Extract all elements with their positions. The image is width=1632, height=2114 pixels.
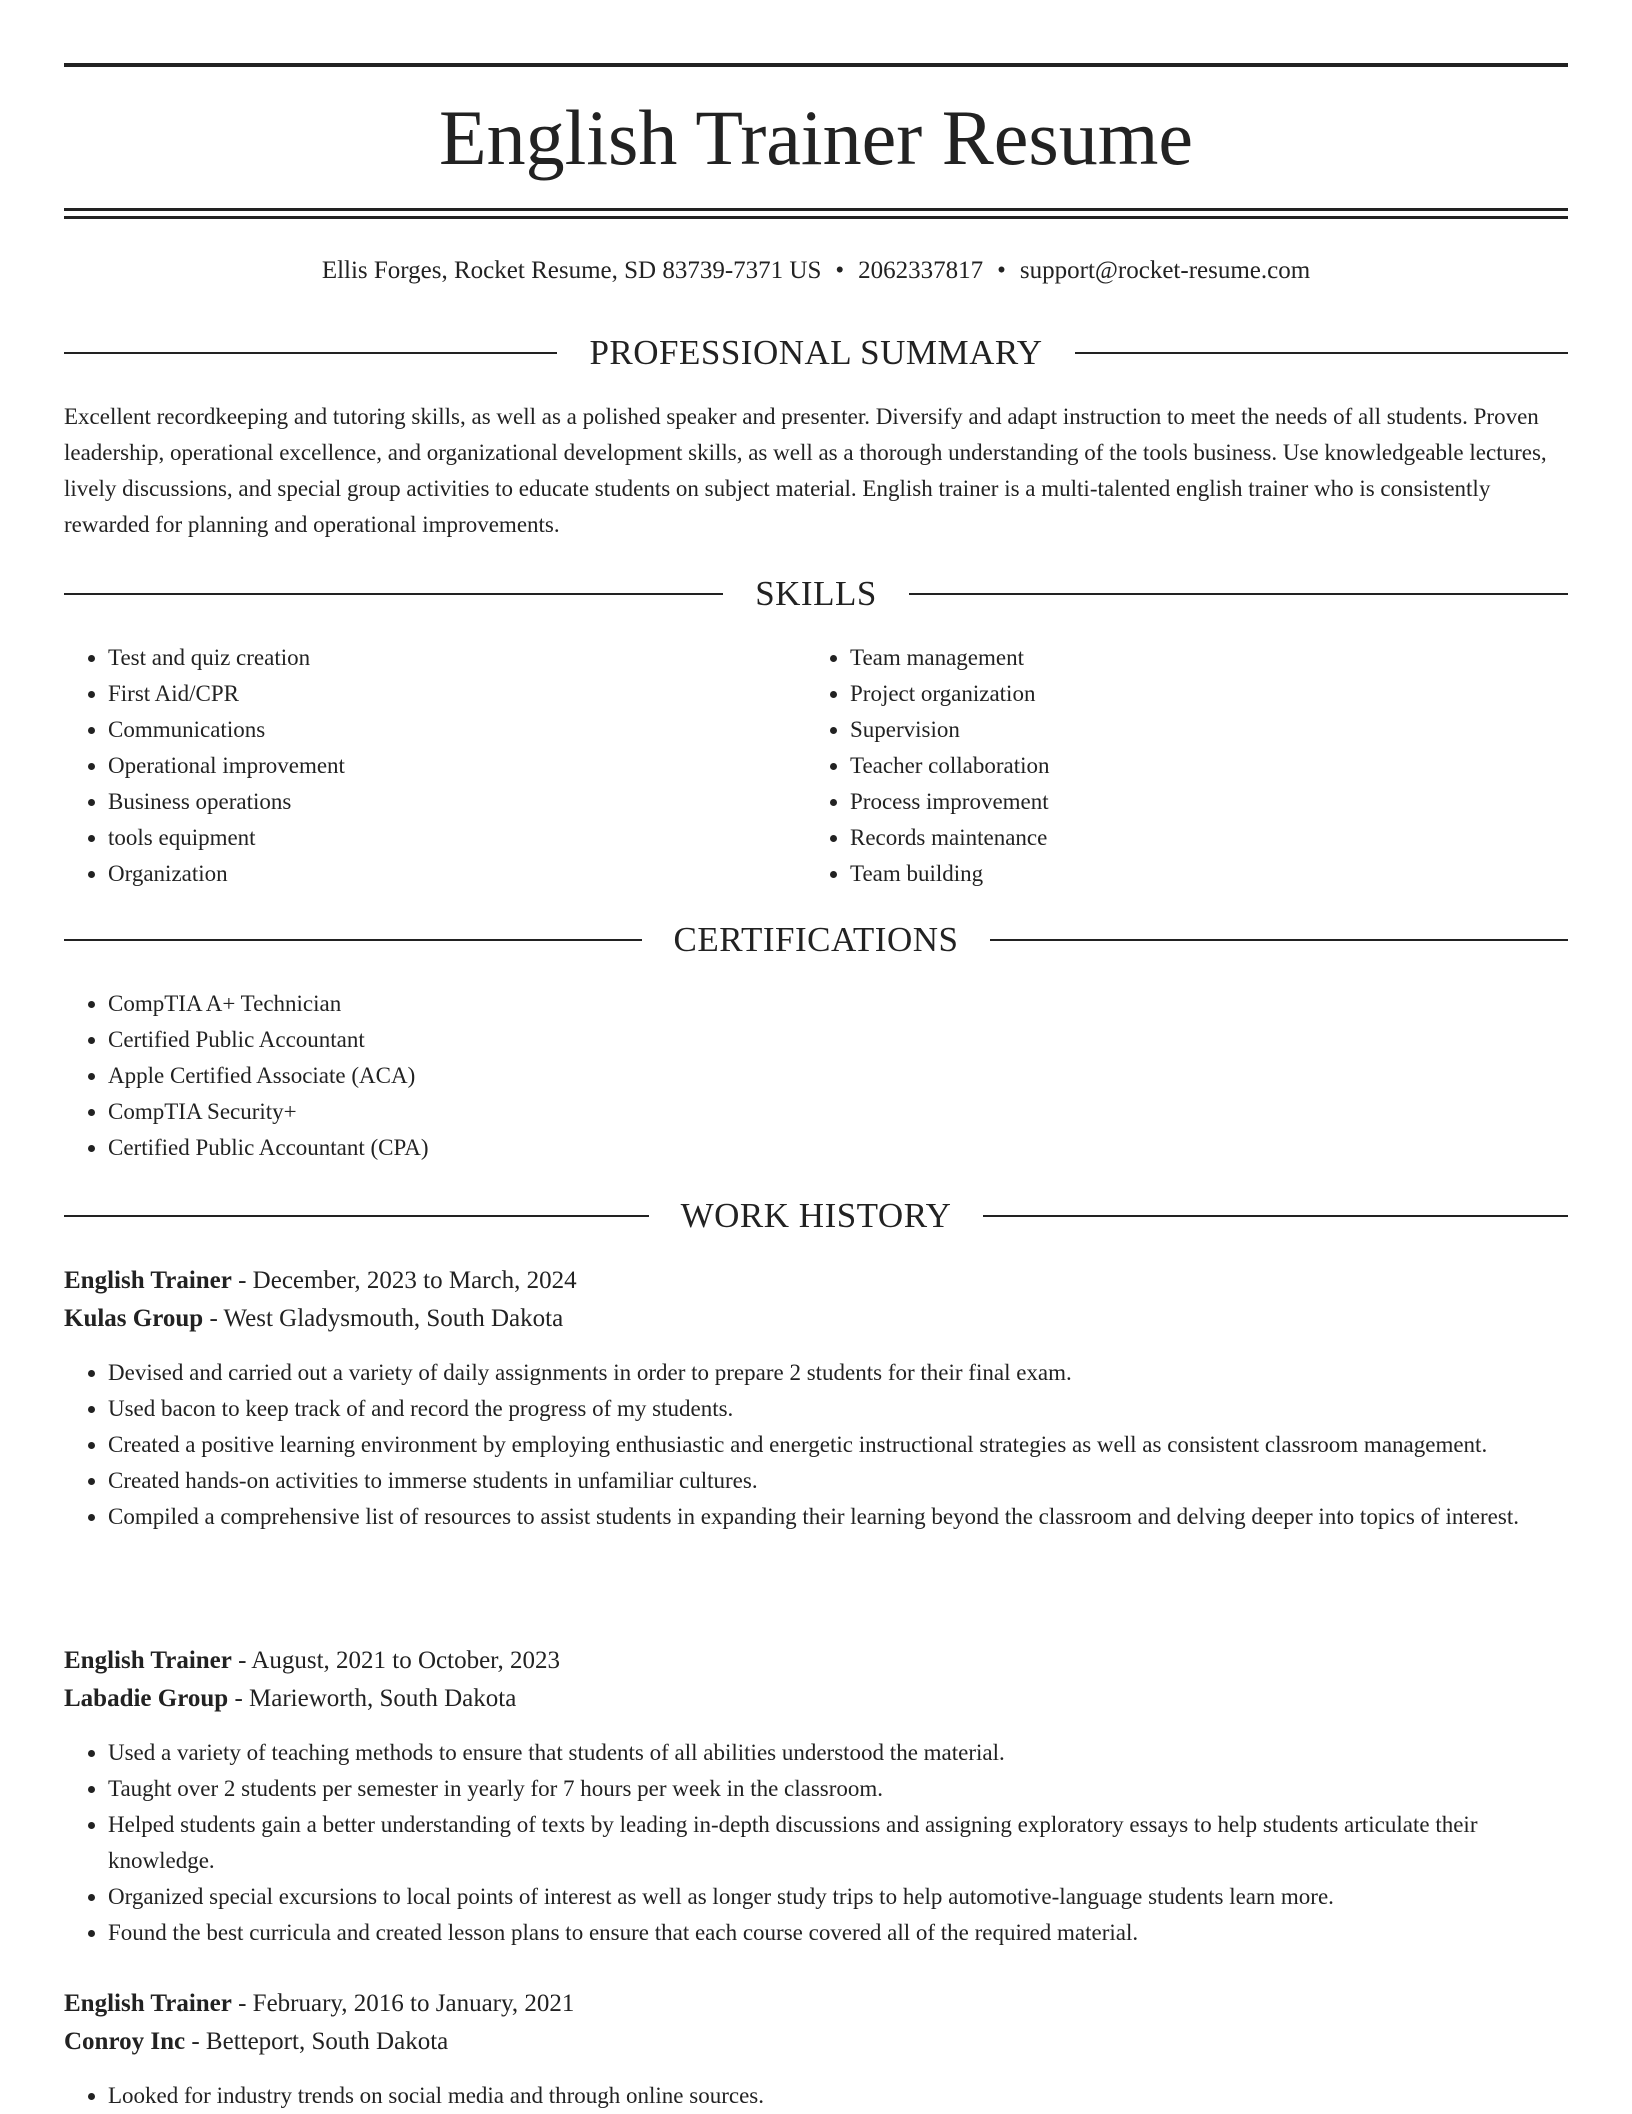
job-duty-item: • Organized special excursions to local points of interest as well as longer study trips to help automotive-language students learn more.: [108, 1879, 1568, 1915]
skill-item: • Test and quiz creation: [108, 640, 784, 676]
skill-item: • Communications: [108, 712, 784, 748]
heading-rule-right: [1075, 352, 1568, 354]
heading-rule-left: [64, 1215, 649, 1217]
resume-title: English Trainer Resume: [439, 94, 1193, 181]
certification-item: • CompTIA Security+: [108, 1094, 1568, 1130]
job-duty-item: • Helped students gain a better understanding of texts by leading in-depth discussions and assigning exploratory essays to help students articulate their knowledge.: [108, 1807, 1568, 1879]
skill-item: • Business operations: [108, 784, 784, 820]
skill-item: • tools equipment: [108, 820, 784, 856]
job-role: English Trainer: [64, 1267, 232, 1294]
job-duty-item: • Created a positive learning environment by employing enthusiastic and energetic instructional strategies as well as consistent classroom management.: [108, 1427, 1568, 1463]
skill-item: • Team building: [850, 856, 1526, 892]
contact-phone: 2062337817: [858, 257, 984, 284]
top-rule: [64, 63, 1568, 67]
summary-text: Excellent recordkeeping and tutoring skills, as well as a polished speaker and presenter. Diversify and adapt instruction to meet the needs of all students. Proven leadership, operational excellence, and organizational development skills, as well as a thorough understanding of the tools business. Use knowledgeable lectures, lively discussions, and special group activities to educate students on subject material. English trainer is a multi-talented english trainer who is consistently rewarded for planning and operational improvements.: [64, 404, 1547, 537]
job-duty-item: • Taught over 2 students per semester in yearly for 7 hours per week in the classroom.: [108, 1771, 1568, 1807]
job-duty-item: • Found the best curricula and created lesson plans to ensure that each course covered all of the required material.: [108, 1915, 1568, 1951]
job-duty-item: • Looked for industry trends on social media and through online sources.: [108, 2078, 1568, 2114]
certification-item: • Certified Public Accountant (CPA): [108, 1130, 1568, 1166]
skills-list-left: [64, 640, 784, 892]
skill-item: • Project organization: [850, 676, 1526, 712]
job-company: Labadie Group: [64, 1685, 229, 1712]
work-history-heading-label: WORK HISTORY: [680, 1196, 952, 1235]
job-title-line: [64, 1985, 1568, 2023]
skill-item: • Teacher collaboration: [850, 748, 1526, 784]
summary-section-heading: [64, 331, 1568, 375]
job-role: English Trainer: [64, 1647, 232, 1674]
job-dates: - December, 2023 to March, 2024: [231, 1267, 577, 1294]
certifications-block: [64, 986, 1568, 1166]
job-duties: [64, 1735, 1568, 1951]
skills-section-heading: [64, 572, 1568, 616]
heading-rule-left: [64, 593, 723, 595]
job-company-line: [64, 1680, 1568, 1718]
work-history-section-heading: [64, 1194, 1568, 1238]
job-duty-item: • Used bacon to keep track of and record the progress of my students.: [108, 1391, 1568, 1427]
skill-item: • Process improvement: [850, 784, 1526, 820]
certification-item: • CompTIA A+ Technician: [108, 986, 1568, 1022]
job-duties-list: [64, 1355, 1568, 1535]
job-company-line: [64, 1300, 1568, 1338]
certification-item: • Certified Public Accountant: [108, 1022, 1568, 1058]
job-title-line: [64, 1262, 1568, 1300]
certification-item: • Apple Certified Associate (ACA): [108, 1058, 1568, 1094]
certifications-list: [64, 986, 1568, 1166]
title-rule-lower: [64, 216, 1568, 219]
job-duties-list: [64, 1735, 1568, 1951]
skill-item: • Records maintenance: [850, 820, 1526, 856]
contact-separator: •: [835, 257, 845, 284]
job-duties: [64, 2078, 1568, 2114]
summary-heading-label: PROFESSIONAL SUMMARY: [589, 333, 1043, 372]
contact-line: [64, 253, 1568, 289]
job-duty-item: • Created hands-on activities to immerse students in unfamiliar cultures.: [108, 1463, 1568, 1499]
heading-rule-left: [64, 352, 557, 354]
skills-column-left: [64, 640, 784, 892]
skills-heading-label: SKILLS: [755, 574, 877, 613]
job-company: Kulas Group: [64, 1305, 204, 1332]
contact-separator: •: [997, 257, 1006, 284]
certifications-heading-label: CERTIFICATIONS: [673, 920, 959, 959]
job-duty-item: • Devised and carried out a variety of daily assignments in order to prepare 2 students for their final exam.: [108, 1355, 1568, 1391]
job-location: - West Gladysmouth, South Dakota: [203, 1305, 564, 1332]
heading-rule-right: [983, 1215, 1568, 1217]
job-role: English Trainer: [64, 1990, 232, 2017]
heading-rule-left: [64, 939, 642, 941]
job-duty-item: • Used a variety of teaching methods to ensure that students of all abilities understood the material.: [108, 1735, 1568, 1771]
job-dates: - February, 2016 to January, 2021: [231, 1990, 575, 2017]
skill-item: • Supervision: [850, 712, 1526, 748]
job-location: - Betteport, South Dakota: [185, 2028, 449, 2055]
certifications-section-heading: [64, 918, 1568, 962]
skill-item: • Team management: [850, 640, 1526, 676]
skill-item: • Operational improvement: [108, 748, 784, 784]
heading-rule-right: [909, 593, 1568, 595]
job-duty-item: • Compiled a comprehensive list of resources to assist students in expanding their learning beyond the classroom and delving deeper into topics of interest.: [108, 1499, 1568, 1535]
job-company: Conroy Inc: [64, 2028, 186, 2055]
heading-rule-right: [990, 939, 1568, 941]
job-location: - Marieworth, South Dakota: [228, 1685, 517, 1712]
skills-list-right: [806, 640, 1526, 892]
contact-address: Ellis Forges, Rocket Resume, SD 83739-7371 US: [321, 257, 822, 284]
skills-column-right: [806, 640, 1526, 892]
skill-item: • Organization: [108, 856, 784, 892]
job-dates: - August, 2021 to October, 2023: [231, 1647, 560, 1674]
skill-item: • First Aid/CPR: [108, 676, 784, 712]
contact-email: support@rocket-resume.com: [1019, 257, 1311, 284]
job-duties: [64, 1355, 1568, 1535]
job-company-line: [64, 2023, 1568, 2061]
title-rule-upper: [64, 208, 1568, 211]
job-duties-list: [64, 2078, 1568, 2114]
job-title-line: [64, 1642, 1568, 1680]
